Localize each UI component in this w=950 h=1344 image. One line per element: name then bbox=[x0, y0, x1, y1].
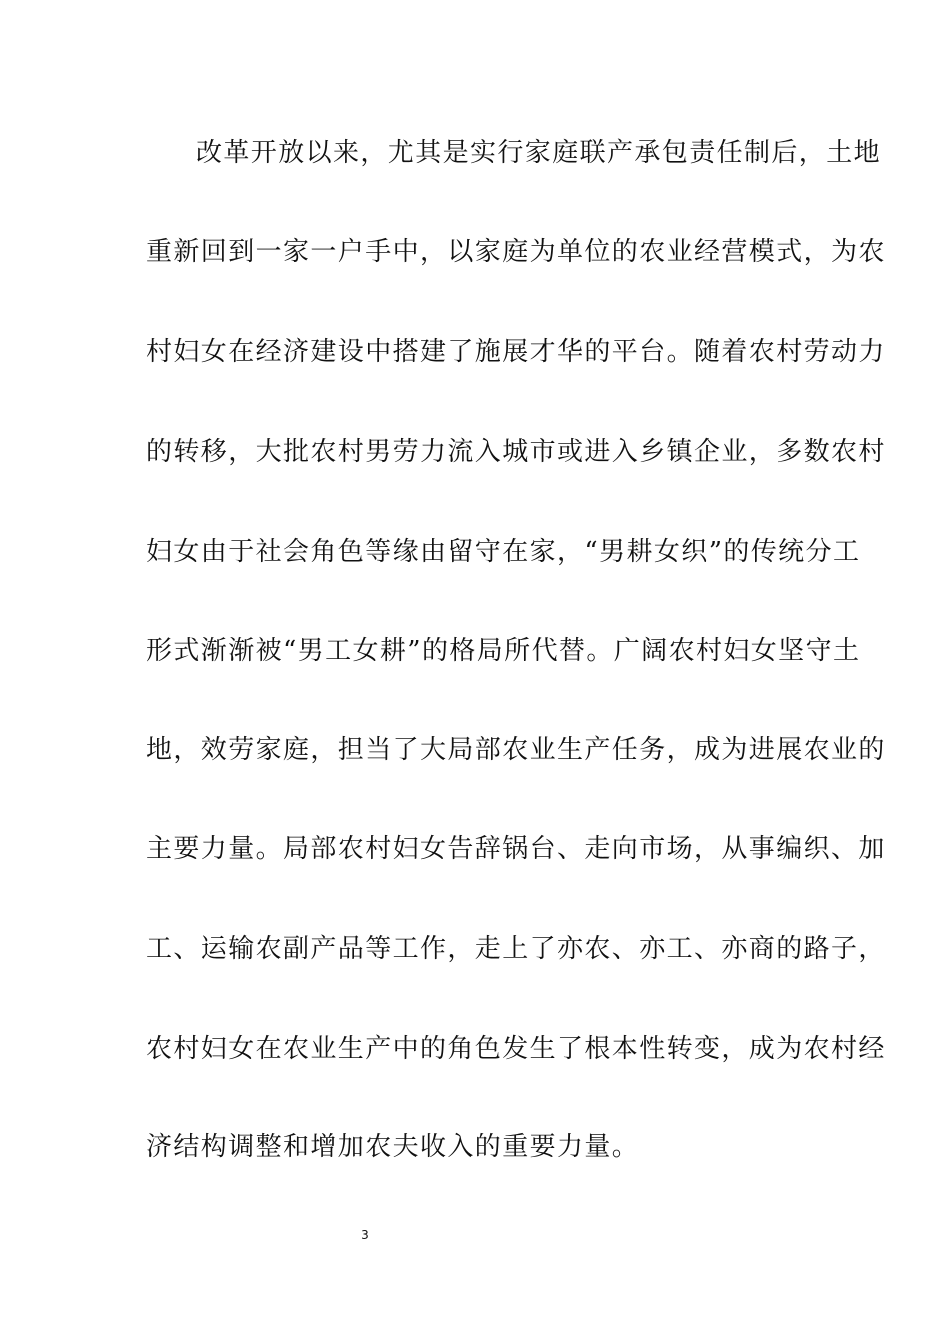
paragraph-line-11: 济结构调整和增加农夫收入的重要力量。 bbox=[146, 1132, 640, 1162]
paragraph-line-3: 村妇女在经济建设中搭建了施展才华的平台。随着农村劳动力 bbox=[146, 337, 886, 367]
page-number: 3 bbox=[361, 1228, 369, 1242]
paragraph-line-8: 主要力量。局部农村妇女告辞锅台、走向市场，从事编织、加 bbox=[146, 834, 886, 864]
paragraph-line-7: 地，效劳家庭，担当了大局部农业生产任务，成为进展农业的 bbox=[146, 735, 886, 765]
paragraph-line-6: 形式渐渐被“男工女耕”的格局所代替。广阔农村妇女坚守土 bbox=[146, 636, 861, 666]
paragraph-line-2: 重新回到一家一户手中，以家庭为单位的农业经营模式，为农 bbox=[146, 237, 886, 267]
paragraph-line-1: 改革开放以来，尤其是实行家庭联产承包责任制后，土地 bbox=[196, 138, 882, 168]
paragraph-line-10: 农村妇女在农业生产中的角色发生了根本性转变，成为农村经 bbox=[146, 1034, 886, 1064]
paragraph-line-4: 的转移，大批农村男劳力流入城市或进入乡镇企业，多数农村 bbox=[146, 437, 886, 467]
paragraph-line-5: 妇女由于社会角色等缘由留守在家，“男耕女织”的传统分工 bbox=[146, 537, 861, 567]
paragraph-line-9: 工、运输农副产品等工作，走上了亦农、亦工、亦商的路子， bbox=[146, 934, 886, 964]
